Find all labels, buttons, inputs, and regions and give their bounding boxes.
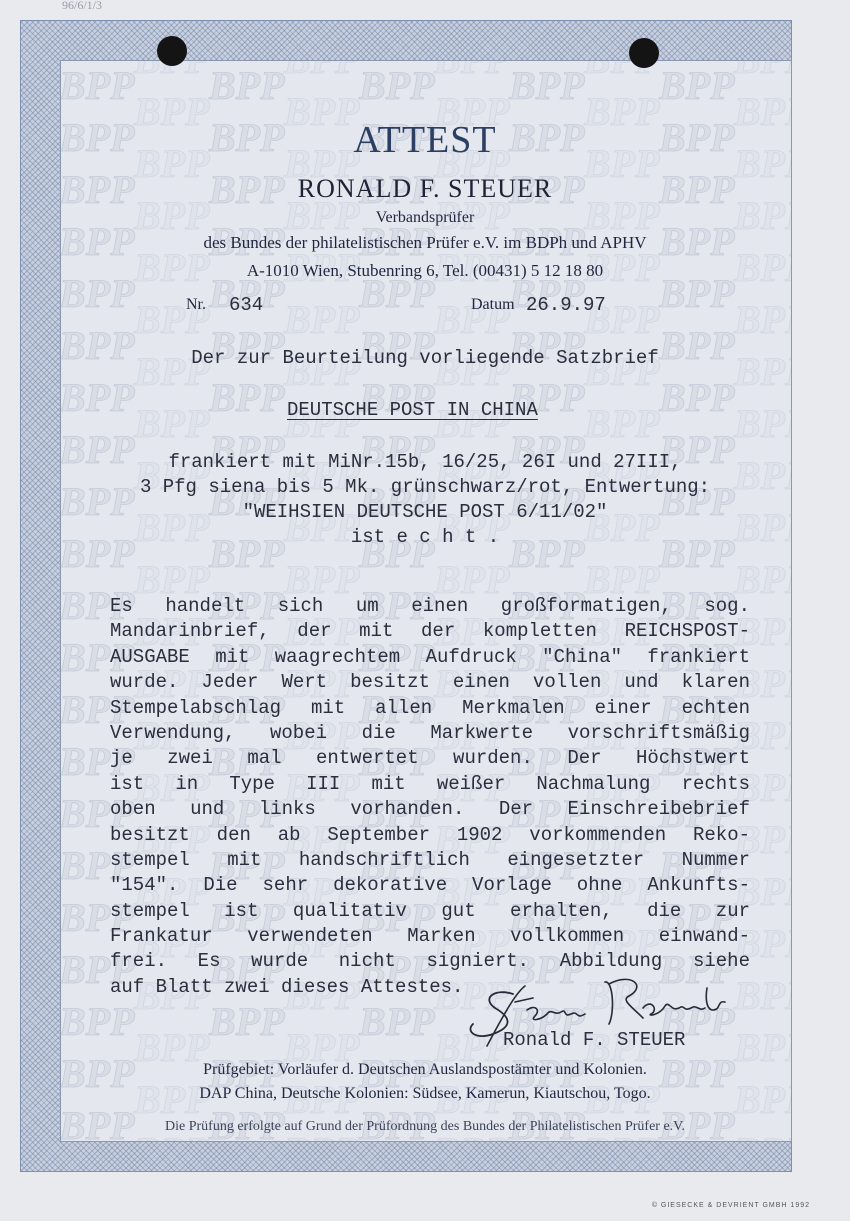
paragraph-line: oben und links vorhanden. Der Einschreibebrief [110, 798, 750, 821]
subject-title: DEUTSCHE POST IN CHINA [287, 399, 538, 421]
paragraph-line: Es handelt sich um einen großformatigen, sog. [110, 595, 750, 617]
description-paragraph [110, 594, 750, 1000]
scope-line-1: Prüfgebiet: Vorläufer d. Deutschen Auslandspostämter und Kolonien. [203, 1061, 647, 1078]
cancellation-line: "WEIHSIEN DEUTSCHE POST 6/11/02" [242, 501, 608, 523]
examiner-name: RONALD F. STEUER [297, 174, 553, 203]
datum-label: Datum [471, 296, 515, 313]
corner-pencil-note: 96/6/1/3 [62, 0, 103, 12]
paragraph-line: wurde. Jeder Wert besitzt einen vollen und klaren [110, 671, 750, 694]
paragraph-line: ist in Type III mit weißer Nachmalung rechts [110, 772, 750, 795]
paragraph-line: frei. Es wurde nicht signiert. Abbildung siehe [110, 950, 750, 973]
paragraph-line: AUSGABE mit waagrechtem Aufdruck "China" frankiert [110, 645, 750, 668]
copyright-notice: © GIESECKE & DEVRIENT GMBH 1992 [651, 1202, 810, 1209]
punch-hole-left [157, 36, 187, 66]
paragraph-line: Verwendung, wobei die Markwerte vorschriftsmäßig [110, 721, 750, 744]
paragraph-line: je zwei mal entwertet wurden. Der Höchstwert [110, 747, 750, 770]
detail-line-1: frankiert mit MiNr.15b, 16/25, 26I und 27III, [168, 451, 682, 473]
paragraph-line: besitzt den ab September 1902 vorkommenden Reko- [110, 823, 750, 846]
paragraph-line: Frankatur verwendeten Marken vollkommen einwand- [110, 925, 750, 948]
paragraph-line: stempel ist qualitativ gut erhalten, die zur [110, 899, 750, 922]
nr-value: 634 [229, 294, 264, 316]
detail-line-2: 3 Pfg siena bis 5 Mk. grünschwarz/rot, Entwertung: [139, 476, 711, 498]
certificate-title: ATTEST [353, 119, 497, 161]
examination-basis: Die Prüfung erfolgte auf Grund der Prüfordnung des Bundes der Philatelistischen Prüfer e.V. [165, 1119, 685, 1134]
paragraph-line: stempel mit handschriftlich eingesetzter Nummer [110, 848, 750, 871]
paragraph-line: auf Blatt zwei dieses Attestes. [110, 975, 464, 998]
datum-value: 26.9.97 [526, 294, 606, 316]
intro-line: Der zur Beurteilung vorliegende Satzbrief [191, 347, 659, 369]
printed-signature-name: Ronald F. STEUER [503, 1029, 686, 1051]
address-line: A-1010 Wien, Stubenring 6, Tel. (00431) 5 12 18 80 [246, 261, 604, 280]
scope-line-2: DAP China, Deutsche Kolonien: Südsee, Kamerun, Kiautschou, Togo. [199, 1085, 651, 1102]
paragraph-line: Mandarinbrief, der mit der kompletten REICHSPOST- [110, 620, 750, 643]
verdict-line: ist e c h t . [350, 526, 500, 548]
paragraph-line: Stempelabschlag mit allen Merkmalen einer echten [110, 696, 750, 719]
association-line: des Bundes der philatelistischen Prüfer e.V. im BDPh und APHV [203, 233, 647, 252]
punch-hole-right [629, 38, 659, 68]
paragraph-line: "154". Die sehr dekorative Vorlage ohne Ankunfts- [110, 874, 750, 897]
examiner-role: Verbandsprüfer [375, 209, 475, 226]
nr-label: Nr. [186, 296, 206, 313]
